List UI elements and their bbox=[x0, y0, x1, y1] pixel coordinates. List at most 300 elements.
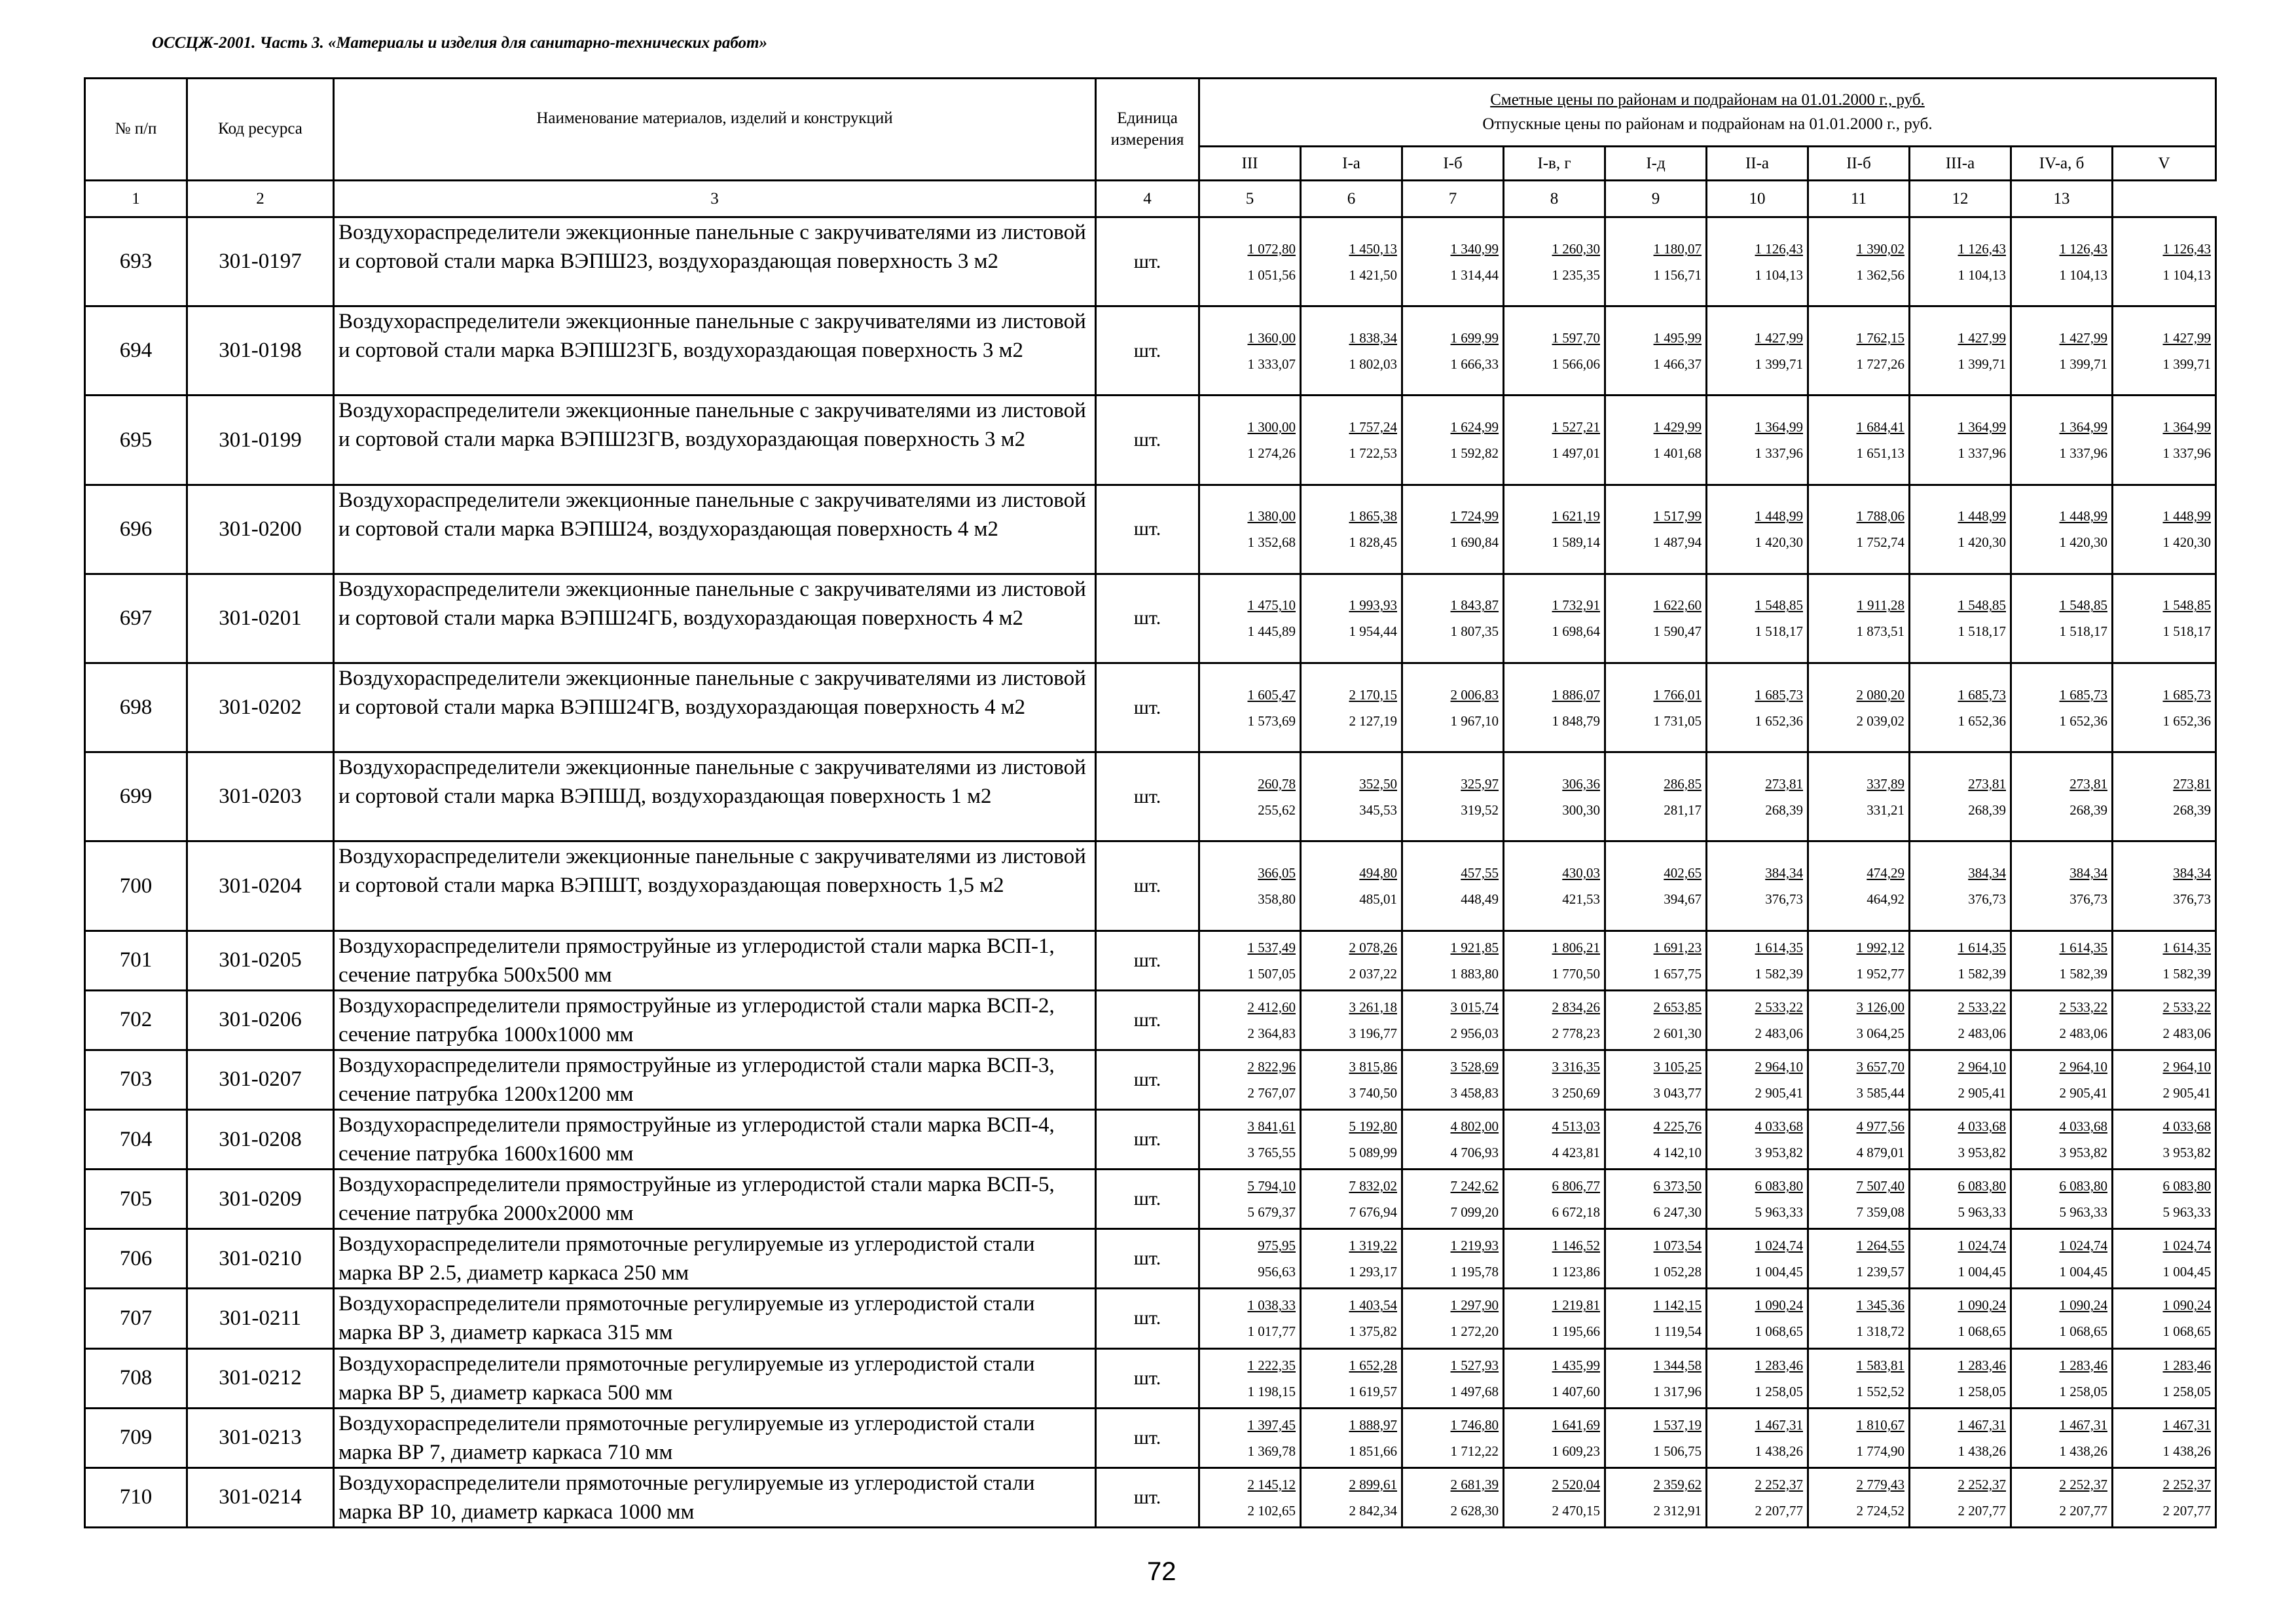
estimated-price: 1 090,24 bbox=[1958, 1297, 2006, 1314]
table-row bbox=[85, 1467, 2216, 1527]
price-cell bbox=[1910, 1229, 2011, 1289]
price-cell bbox=[1808, 306, 1910, 396]
unit-cell: шт. bbox=[1096, 1289, 1199, 1348]
price-cell bbox=[1301, 1170, 1402, 1229]
wholesale-price: 5 089,99 bbox=[1349, 1145, 1397, 1161]
wholesale-price: 2 767,07 bbox=[1247, 1084, 1296, 1101]
wholesale-price: 2 724,52 bbox=[1856, 1502, 1904, 1519]
wholesale-price: 1 619,57 bbox=[1349, 1383, 1397, 1399]
estimated-price: 1 685,73 bbox=[1755, 686, 1803, 703]
wholesale-price: 3 953,82 bbox=[1755, 1145, 1803, 1161]
header-code: Код ресурса bbox=[187, 79, 334, 181]
price-cell bbox=[1402, 990, 1504, 1050]
wholesale-price: 1 722,53 bbox=[1349, 445, 1397, 461]
estimated-price: 2 834,26 bbox=[1552, 999, 1600, 1015]
estimated-price: 1 614,35 bbox=[1958, 939, 2006, 955]
wholesale-price: 7 676,94 bbox=[1349, 1204, 1397, 1221]
price-cell bbox=[1605, 1170, 1707, 1229]
wholesale-price: 1 017,77 bbox=[1247, 1323, 1296, 1340]
wholesale-price: 376,73 bbox=[1765, 891, 1803, 908]
wholesale-price: 1 590,47 bbox=[1653, 623, 1702, 640]
wholesale-price: 2 127,19 bbox=[1349, 712, 1397, 729]
price-cell bbox=[1402, 1229, 1504, 1289]
wholesale-price: 1 399,71 bbox=[1755, 356, 1803, 372]
wholesale-price: 1 438,26 bbox=[1958, 1443, 2006, 1459]
price-cell bbox=[1605, 752, 1707, 841]
price-cell bbox=[2113, 1289, 2216, 1348]
wholesale-price: 3 043,77 bbox=[1653, 1084, 1702, 1101]
resource-code: 301-0207 bbox=[187, 1050, 334, 1109]
price-cell bbox=[1910, 1170, 2011, 1229]
estimated-price: 1 475,10 bbox=[1247, 597, 1296, 614]
estimated-price: 384,34 bbox=[2173, 865, 2212, 881]
price-cell bbox=[1808, 574, 1910, 663]
price-cell bbox=[2113, 1050, 2216, 1109]
wholesale-price: 2 483,06 bbox=[1755, 1025, 1803, 1041]
estimated-price: 1 024,74 bbox=[1958, 1238, 2006, 1254]
estimated-price: 1 024,74 bbox=[2059, 1238, 2107, 1254]
wholesale-price: 1 873,51 bbox=[1856, 623, 1904, 640]
estimated-price: 4 033,68 bbox=[2059, 1118, 2107, 1135]
estimated-price: 352,50 bbox=[1359, 775, 1397, 792]
estimated-price: 1 788,06 bbox=[1856, 508, 1904, 525]
estimated-price: 337,89 bbox=[1867, 775, 1904, 792]
wholesale-price: 1 507,05 bbox=[1247, 965, 1296, 982]
district-header: IV-а, б bbox=[2011, 147, 2113, 181]
estimated-price: 3 316,35 bbox=[1552, 1058, 1600, 1075]
estimated-price: 1 180,07 bbox=[1653, 240, 1702, 257]
header-prices-wholesale: Отпускные цены по районам и подрайонам на 01.01.2000 г., руб. bbox=[1482, 115, 1933, 133]
district-header: I-д bbox=[1605, 147, 1707, 181]
resource-code: 301-0198 bbox=[187, 306, 334, 396]
row-number: 706 bbox=[85, 1229, 187, 1289]
wholesale-price: 421,53 bbox=[1562, 891, 1600, 908]
wholesale-price: 1 582,39 bbox=[2162, 965, 2212, 982]
price-cell bbox=[1605, 841, 1707, 931]
price-cell bbox=[1504, 1348, 1605, 1408]
wholesale-price: 3 196,77 bbox=[1349, 1025, 1397, 1041]
wholesale-price: 1 195,78 bbox=[1450, 1264, 1499, 1280]
price-cell bbox=[1504, 663, 1605, 752]
estimated-price: 4 033,68 bbox=[1958, 1118, 2006, 1135]
price-cell bbox=[1199, 217, 1301, 306]
wholesale-price: 5 963,33 bbox=[1958, 1204, 2006, 1221]
unit-cell: шт. bbox=[1096, 1348, 1199, 1408]
row-number: 699 bbox=[85, 752, 187, 841]
estimated-price: 430,03 bbox=[1562, 865, 1600, 881]
district-header: V bbox=[2113, 147, 2216, 181]
table-row bbox=[85, 1408, 2216, 1467]
price-cell bbox=[1707, 1348, 1808, 1408]
item-name: Воздухораспределители прямоточные регулируемые из углеродистой стали марка ВР 5, диаметр каркаса 500 мм bbox=[334, 1348, 1096, 1408]
price-cell bbox=[1199, 306, 1301, 396]
price-cell bbox=[1707, 752, 1808, 841]
estimated-price: 2 533,22 bbox=[2059, 999, 2107, 1015]
estimated-price: 1 685,73 bbox=[2059, 686, 2107, 703]
price-cell bbox=[1605, 574, 1707, 663]
resource-code: 301-0214 bbox=[187, 1467, 334, 1527]
price-cell bbox=[2113, 841, 2216, 931]
table-row bbox=[85, 1110, 2216, 1170]
estimated-price: 1 344,58 bbox=[1653, 1357, 1702, 1373]
estimated-price: 1 024,74 bbox=[2162, 1238, 2212, 1254]
price-cell bbox=[1301, 306, 1402, 396]
estimated-price: 1 319,22 bbox=[1349, 1238, 1397, 1254]
row-number: 704 bbox=[85, 1110, 187, 1170]
wholesale-price: 1 438,26 bbox=[1755, 1443, 1803, 1459]
wholesale-price: 1 592,82 bbox=[1450, 445, 1499, 461]
price-cell bbox=[1605, 931, 1707, 990]
wholesale-price: 1 552,52 bbox=[1856, 1383, 1904, 1399]
wholesale-price: 1 666,33 bbox=[1450, 356, 1499, 372]
wholesale-price: 358,80 bbox=[1258, 891, 1296, 908]
estimated-price: 1 732,91 bbox=[1552, 597, 1600, 614]
estimated-price: 1 548,85 bbox=[1755, 597, 1803, 614]
price-cell bbox=[1707, 1229, 1808, 1289]
wholesale-price: 2 207,77 bbox=[1958, 1502, 2006, 1519]
estimated-price: 1 345,36 bbox=[1856, 1297, 1904, 1314]
estimated-price: 1 126,43 bbox=[1958, 240, 2006, 257]
price-cell bbox=[1504, 396, 1605, 485]
table-row bbox=[85, 574, 2216, 663]
price-cell bbox=[1605, 1408, 1707, 1467]
unit-cell: шт. bbox=[1096, 990, 1199, 1050]
item-name: Воздухораспределители эжекционные панельные с закручивателями из листовой и сортовой стали марка ВЭПШ23ГБ, воздухораздающая поверхность 3 м2 bbox=[334, 306, 1096, 396]
estimated-price: 384,34 bbox=[2069, 865, 2107, 881]
column-number: 4 bbox=[1096, 181, 1199, 217]
item-name: Воздухораспределители эжекционные панельные с закручивателями из листовой и сортовой стали марка ВЭПШ24, воздухораздающая поверхность 4 м2 bbox=[334, 485, 1096, 574]
wholesale-price: 448,49 bbox=[1461, 891, 1499, 908]
price-cell bbox=[1402, 396, 1504, 485]
unit-cell: шт. bbox=[1096, 574, 1199, 663]
estimated-price: 2 964,10 bbox=[2059, 1058, 2107, 1075]
price-cell bbox=[1707, 1467, 1808, 1527]
estimated-price: 1 843,87 bbox=[1450, 597, 1499, 614]
wholesale-price: 376,73 bbox=[1968, 891, 2006, 908]
price-cell bbox=[1301, 217, 1402, 306]
price-cell bbox=[1301, 485, 1402, 574]
wholesale-price: 2 601,30 bbox=[1653, 1025, 1702, 1041]
price-cell bbox=[1808, 217, 1910, 306]
wholesale-price: 3 953,82 bbox=[2162, 1145, 2212, 1161]
price-cell bbox=[2011, 306, 2113, 396]
price-cell bbox=[1504, 1229, 1605, 1289]
price-cell bbox=[1808, 841, 1910, 931]
resource-code: 301-0213 bbox=[187, 1408, 334, 1467]
price-cell bbox=[1504, 1408, 1605, 1467]
price-cell bbox=[1808, 1229, 1910, 1289]
price-cell bbox=[1808, 1467, 1910, 1527]
estimated-price: 1 126,43 bbox=[2059, 240, 2107, 257]
estimated-price: 1 427,99 bbox=[1755, 329, 1803, 346]
estimated-price: 1 865,38 bbox=[1349, 508, 1397, 525]
estimated-price: 3 126,00 bbox=[1856, 999, 1904, 1015]
resource-code: 301-0212 bbox=[187, 1348, 334, 1408]
wholesale-price: 1 438,26 bbox=[2162, 1443, 2212, 1459]
estimated-price: 1 380,00 bbox=[1247, 508, 1296, 525]
unit-cell: шт. bbox=[1096, 306, 1199, 396]
estimated-price: 1 467,31 bbox=[2162, 1416, 2212, 1433]
row-number: 693 bbox=[85, 217, 187, 306]
wholesale-price: 1 274,26 bbox=[1247, 445, 1296, 461]
estimated-price: 6 806,77 bbox=[1552, 1178, 1600, 1194]
wholesale-price: 3 765,55 bbox=[1247, 1145, 1296, 1161]
price-cell bbox=[1301, 931, 1402, 990]
estimated-price: 7 242,62 bbox=[1450, 1178, 1499, 1194]
unit-cell: шт. bbox=[1096, 1110, 1199, 1170]
table-row bbox=[85, 1348, 2216, 1408]
wholesale-price: 1 399,71 bbox=[2162, 356, 2212, 372]
wholesale-price: 1 652,36 bbox=[2059, 712, 2107, 729]
estimated-price: 1 548,85 bbox=[1958, 597, 2006, 614]
estimated-price: 1 364,99 bbox=[2059, 419, 2107, 435]
price-cell bbox=[2113, 306, 2216, 396]
wholesale-price: 1 104,13 bbox=[2059, 267, 2107, 283]
price-cell bbox=[1910, 841, 2011, 931]
estimated-price: 1 495,99 bbox=[1653, 329, 1702, 346]
price-cell bbox=[1707, 1050, 1808, 1109]
wholesale-price: 5 963,33 bbox=[1755, 1204, 1803, 1221]
estimated-price: 384,34 bbox=[1968, 865, 2006, 881]
price-cell bbox=[1707, 306, 1808, 396]
estimated-price: 260,78 bbox=[1258, 775, 1296, 792]
wholesale-price: 2 470,15 bbox=[1552, 1502, 1600, 1519]
estimated-price: 1 038,33 bbox=[1247, 1297, 1296, 1314]
wholesale-price: 1 051,56 bbox=[1247, 267, 1296, 283]
wholesale-price: 268,39 bbox=[2069, 802, 2107, 818]
price-cell bbox=[1707, 1170, 1808, 1229]
wholesale-price: 1 573,69 bbox=[1247, 712, 1296, 729]
price-cell bbox=[1199, 574, 1301, 663]
wholesale-price: 1 712,22 bbox=[1450, 1443, 1499, 1459]
column-number: 7 bbox=[1402, 181, 1504, 217]
estimated-price: 2 252,37 bbox=[1958, 1476, 2006, 1492]
estimated-price: 1 467,31 bbox=[1958, 1416, 2006, 1433]
estimated-price: 1 684,41 bbox=[1856, 419, 1904, 435]
price-cell bbox=[1707, 1289, 1808, 1348]
estimated-price: 1 264,55 bbox=[1856, 1238, 1904, 1254]
price-cell bbox=[1301, 1408, 1402, 1467]
estimated-price: 3 105,25 bbox=[1653, 1058, 1702, 1075]
price-cell bbox=[1605, 663, 1707, 752]
estimated-price: 1 766,01 bbox=[1653, 686, 1702, 703]
wholesale-price: 1 967,10 bbox=[1450, 712, 1499, 729]
column-number: 1 bbox=[85, 181, 187, 217]
estimated-price: 1 652,28 bbox=[1349, 1357, 1397, 1373]
estimated-price: 3 657,70 bbox=[1856, 1058, 1904, 1075]
price-cell bbox=[1402, 1110, 1504, 1170]
estimated-price: 2 899,61 bbox=[1349, 1476, 1397, 1492]
price-cell bbox=[1910, 1050, 2011, 1109]
estimated-price: 1 911,28 bbox=[1857, 597, 1904, 614]
estimated-price: 2 533,22 bbox=[1958, 999, 2006, 1015]
price-cell bbox=[1707, 1110, 1808, 1170]
estimated-price: 4 802,00 bbox=[1450, 1118, 1499, 1135]
table-row bbox=[85, 752, 2216, 841]
wholesale-price: 3 585,44 bbox=[1856, 1084, 1904, 1101]
wholesale-price: 1 156,71 bbox=[1653, 267, 1702, 283]
price-cell bbox=[1605, 1229, 1707, 1289]
resource-code: 301-0197 bbox=[187, 217, 334, 306]
header-prices bbox=[1199, 79, 2216, 147]
wholesale-price: 345,53 bbox=[1359, 802, 1397, 818]
estimated-price: 2 006,83 bbox=[1450, 686, 1499, 703]
estimated-price: 1 283,46 bbox=[2162, 1357, 2212, 1373]
price-cell bbox=[1402, 1050, 1504, 1109]
price-cell bbox=[1402, 663, 1504, 752]
estimated-price: 1 921,85 bbox=[1450, 939, 1499, 955]
price-cell bbox=[1707, 931, 1808, 990]
wholesale-price: 1 258,05 bbox=[1958, 1383, 2006, 1399]
table-row bbox=[85, 1229, 2216, 1289]
item-name: Воздухораспределители эжекционные панельные с закручивателями из листовой и сортовой стали марка ВЭПШД, воздухораздающая поверхность 1 м2 bbox=[334, 752, 1096, 841]
estimated-price: 1 427,99 bbox=[2162, 329, 2212, 346]
wholesale-price: 268,39 bbox=[1765, 802, 1803, 818]
price-cell bbox=[2113, 1110, 2216, 1170]
estimated-price: 2 412,60 bbox=[1247, 999, 1296, 1015]
wholesale-price: 1 518,17 bbox=[1755, 623, 1803, 640]
wholesale-price: 394,67 bbox=[1664, 891, 1702, 908]
estimated-price: 2 964,10 bbox=[1958, 1058, 2006, 1075]
unit-cell: шт. bbox=[1096, 1050, 1199, 1109]
column-number: 11 bbox=[1808, 181, 1910, 217]
unit-cell: шт. bbox=[1096, 217, 1199, 306]
price-cell bbox=[1910, 396, 2011, 485]
price-cell bbox=[2011, 931, 2113, 990]
price-cell bbox=[2011, 1289, 2113, 1348]
estimated-price: 1 126,43 bbox=[1755, 240, 1803, 257]
estimated-price: 975,95 bbox=[1258, 1238, 1296, 1254]
estimated-price: 1 517,99 bbox=[1653, 508, 1702, 525]
price-cell bbox=[2011, 217, 2113, 306]
estimated-price: 1 806,21 bbox=[1552, 939, 1600, 955]
estimated-price: 1 448,99 bbox=[1958, 508, 2006, 525]
estimated-price: 1 283,46 bbox=[1755, 1357, 1803, 1373]
wholesale-price: 1 068,65 bbox=[1958, 1323, 2006, 1340]
wholesale-price: 1 272,20 bbox=[1450, 1323, 1499, 1340]
wholesale-price: 464,92 bbox=[1867, 891, 1904, 908]
price-cell bbox=[1504, 1110, 1605, 1170]
wholesale-price: 1 333,07 bbox=[1247, 356, 1296, 372]
unit-cell: шт. bbox=[1096, 663, 1199, 752]
row-number: 709 bbox=[85, 1408, 187, 1467]
item-name: Воздухораспределители прямоточные регулируемые из углеродистой стали марка ВР 3, диаметр каркаса 315 мм bbox=[334, 1289, 1096, 1348]
wholesale-price: 2 905,41 bbox=[2162, 1084, 2212, 1101]
resource-code: 301-0202 bbox=[187, 663, 334, 752]
price-cell bbox=[1910, 663, 2011, 752]
item-name: Воздухораспределители прямоточные регулируемые из углеродистой стали марка ВР 2.5, диаметр каркаса 250 мм bbox=[334, 1229, 1096, 1289]
unit-cell: шт. bbox=[1096, 1229, 1199, 1289]
estimated-price: 1 527,93 bbox=[1450, 1357, 1499, 1373]
price-cell bbox=[1910, 931, 2011, 990]
wholesale-price: 1 239,57 bbox=[1856, 1264, 1904, 1280]
wholesale-price: 956,63 bbox=[1258, 1264, 1296, 1280]
price-cell bbox=[2011, 990, 2113, 1050]
estimated-price: 7 507,40 bbox=[1856, 1178, 1904, 1194]
price-cell bbox=[2011, 1348, 2113, 1408]
estimated-price: 1 621,19 bbox=[1552, 508, 1600, 525]
price-cell bbox=[1910, 752, 2011, 841]
header-unit-line2: измерения bbox=[1110, 130, 1184, 149]
wholesale-price: 4 879,01 bbox=[1856, 1145, 1904, 1161]
wholesale-price: 1 589,14 bbox=[1552, 534, 1600, 551]
column-number: 13 bbox=[2011, 181, 2113, 217]
wholesale-price: 2 207,77 bbox=[2162, 1502, 2212, 1519]
price-cell bbox=[1504, 990, 1605, 1050]
price-cell bbox=[1301, 752, 1402, 841]
price-cell bbox=[1808, 396, 1910, 485]
price-cell bbox=[2011, 752, 2113, 841]
estimated-price: 1 467,31 bbox=[1755, 1416, 1803, 1433]
price-cell bbox=[1605, 1289, 1707, 1348]
wholesale-price: 1 258,05 bbox=[2059, 1383, 2107, 1399]
row-number: 697 bbox=[85, 574, 187, 663]
price-cell bbox=[1402, 217, 1504, 306]
price-cell bbox=[1402, 306, 1504, 396]
wholesale-price: 1 362,56 bbox=[1856, 267, 1904, 283]
wholesale-price: 1 104,13 bbox=[2162, 267, 2212, 283]
table-row bbox=[85, 485, 2216, 574]
header-prices-estimated: Сметные цены по районам и подрайонам на 01.01.2000 г., руб. bbox=[1490, 91, 1925, 109]
wholesale-price: 1 068,65 bbox=[2059, 1323, 2107, 1340]
wholesale-price: 5 963,33 bbox=[2059, 1204, 2107, 1221]
price-cell bbox=[1910, 1467, 2011, 1527]
estimated-price: 1 597,70 bbox=[1552, 329, 1600, 346]
estimated-price: 6 083,80 bbox=[1958, 1178, 2006, 1194]
price-cell bbox=[1910, 1110, 2011, 1170]
wholesale-price: 3 064,25 bbox=[1856, 1025, 1904, 1041]
price-cell bbox=[2011, 1467, 2113, 1527]
price-cell bbox=[1199, 1408, 1301, 1467]
estimated-price: 2 779,43 bbox=[1856, 1476, 1904, 1492]
wholesale-price: 376,73 bbox=[2069, 891, 2107, 908]
estimated-price: 273,81 bbox=[1968, 775, 2006, 792]
item-name: Воздухораспределители прямоточные регулируемые из углеродистой стали марка ВР 10, диаметр каркаса 1000 мм bbox=[334, 1467, 1096, 1527]
estimated-price: 2 252,37 bbox=[2059, 1476, 2107, 1492]
price-cell bbox=[2113, 1467, 2216, 1527]
price-cell bbox=[1199, 1467, 1301, 1527]
wholesale-price: 1 068,65 bbox=[2162, 1323, 2212, 1340]
price-cell bbox=[1301, 1110, 1402, 1170]
resource-code: 301-0209 bbox=[187, 1170, 334, 1229]
price-cell bbox=[1808, 1348, 1910, 1408]
price-cell bbox=[1301, 1050, 1402, 1109]
column-number: 2 bbox=[187, 181, 334, 217]
district-header: I-в, г bbox=[1504, 147, 1605, 181]
estimated-price: 1 260,30 bbox=[1552, 240, 1600, 257]
wholesale-price: 1 068,65 bbox=[1755, 1323, 1803, 1340]
price-cell bbox=[2113, 931, 2216, 990]
wholesale-price: 1 652,36 bbox=[1755, 712, 1803, 729]
price-cell bbox=[1808, 1408, 1910, 1467]
estimated-price: 2 653,85 bbox=[1653, 999, 1702, 1015]
price-cell bbox=[2011, 1170, 2113, 1229]
wholesale-price: 1 119,54 bbox=[1654, 1323, 1702, 1340]
resource-code: 301-0199 bbox=[187, 396, 334, 485]
estimated-price: 306,36 bbox=[1562, 775, 1600, 792]
wholesale-price: 3 953,82 bbox=[2059, 1145, 2107, 1161]
wholesale-price: 1 652,36 bbox=[2162, 712, 2212, 729]
estimated-price: 4 513,03 bbox=[1552, 1118, 1600, 1135]
price-cell bbox=[1301, 841, 1402, 931]
wholesale-price: 2 483,06 bbox=[2162, 1025, 2212, 1041]
wholesale-price: 1 004,45 bbox=[2162, 1264, 2212, 1280]
price-cell bbox=[1199, 663, 1301, 752]
wholesale-price: 1 258,05 bbox=[1755, 1383, 1803, 1399]
price-cell bbox=[1402, 931, 1504, 990]
price-cell bbox=[1910, 217, 2011, 306]
wholesale-price: 1 807,35 bbox=[1450, 623, 1499, 640]
